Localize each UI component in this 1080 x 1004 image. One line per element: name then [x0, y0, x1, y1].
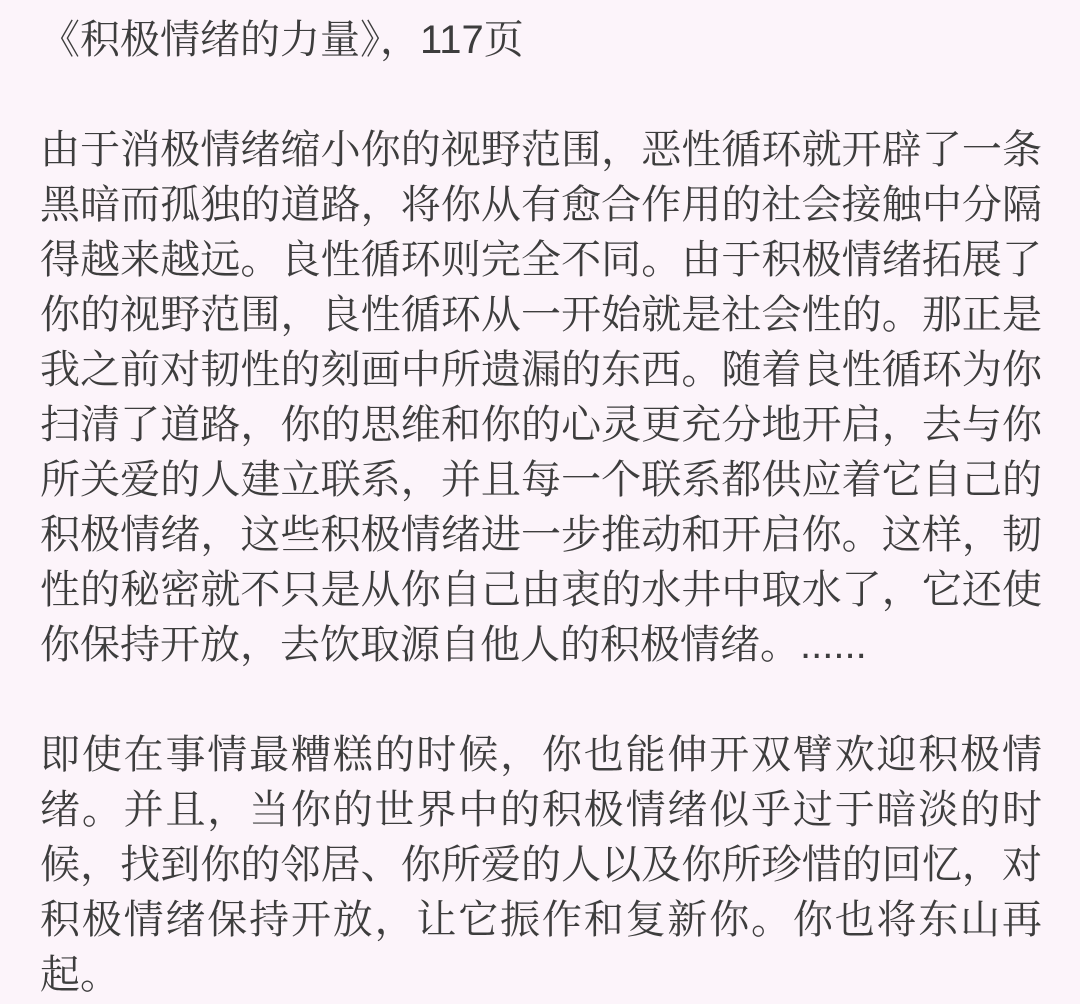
excerpt-paragraph-2: 即使在事情最糟糕的时候，你也能伸开双臂欢迎积极情绪。并且，当你的世界中的积极情绪似乎过于暗淡的时候，找到你的邻居、你所爱的人以及你所珍惜的回忆，对积极情绪保持开放，让它振作和复新你。你也将东山再起。 [40, 733, 1042, 997]
book-title-and-page-number: 《积极情绪的力量》，117页 [40, 18, 524, 62]
excerpt-paragraph-1: 由于消极情绪缩小你的视野范围，恶性循环就开辟了一条黑暗而孤独的道路，将你从有愈合作用的社会接触中分隔得越来越远。良性循环则完全不同。由于积极情绪拓展了你的视野范围，良性循环从一开始就是社会性的。那正是我之前对韧性的刻画中所遗漏的东西。随着良性循环为你扫清了道路，你的思维和你的心灵更充分地开启，去与你所关爱的人建立联系，并且每一个联系都供应着它自己的积极情绪，这些积极情绪进一步推动和开启你。这样，韧性的秘密就不只是从你自己由衷的水井中取水了，它还使你保持开放，去饮取源自他人的积极情绪。...... [40, 128, 1042, 667]
